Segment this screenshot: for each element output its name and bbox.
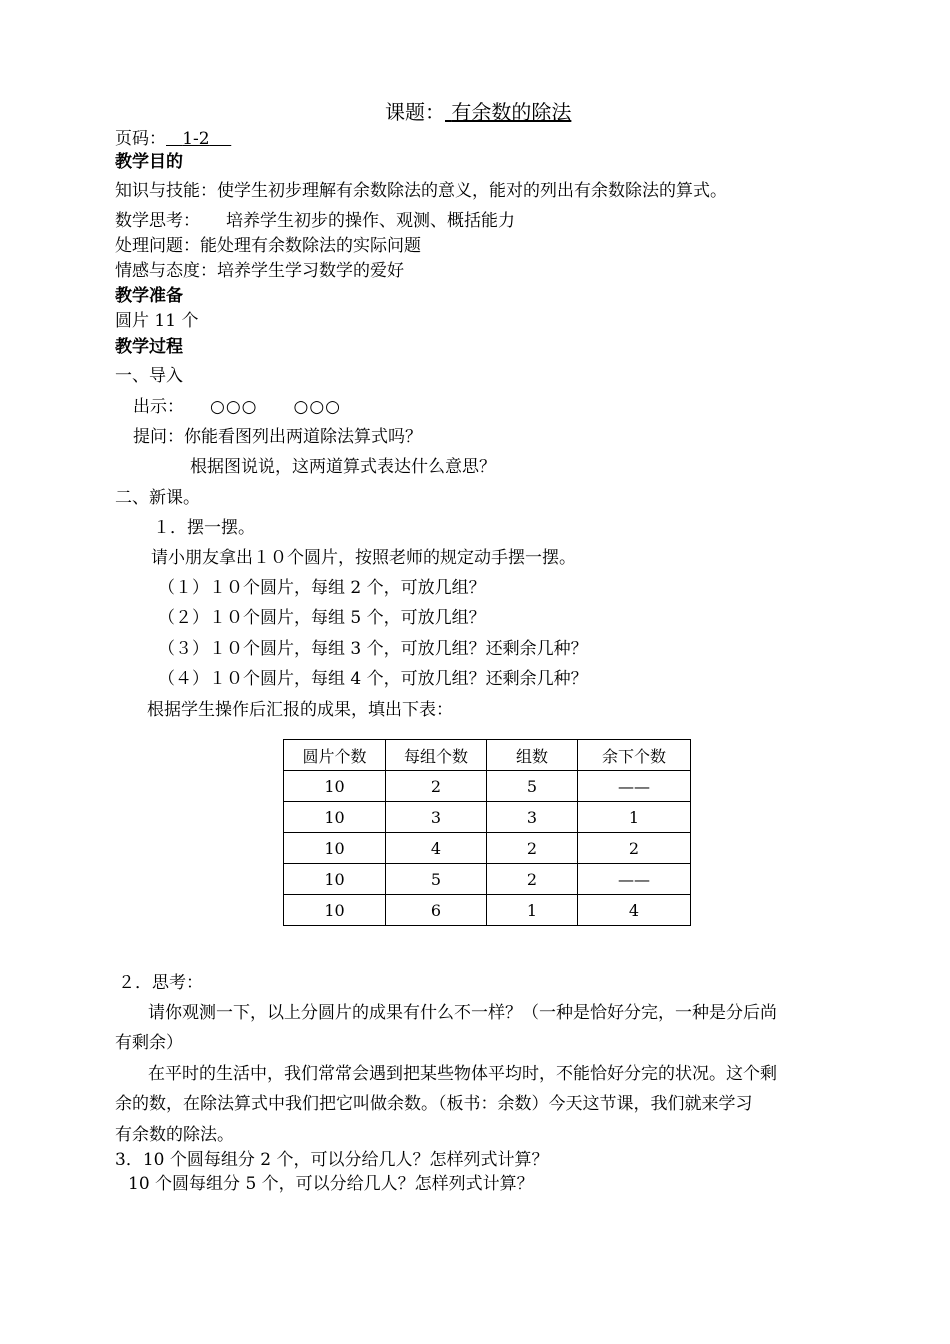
table-header-cell: 余下个数 (578, 740, 691, 771)
page-value: 1-2 (182, 129, 210, 149)
table-header-cell: 组数 (487, 740, 578, 771)
goal-knowledge: 知识与技能：使学生初步理解有余数除法的意义，能对的列出有余数除法的算式。 (115, 181, 727, 201)
title-label: 课题： (385, 100, 445, 124)
prep-item: 圆片 11 个 (115, 311, 199, 331)
table-cell: 4 (578, 895, 691, 926)
lesson-title (385, 99, 571, 125)
table-header-row (284, 740, 691, 771)
goal-thinking (115, 210, 515, 232)
list-item: （２）１０个圆片，每组 5 个，可放几组？ (158, 608, 486, 628)
prep-heading: 教学准备 (115, 286, 183, 306)
life-line-2: 余的数，在除法算式中我们把它叫做余数。（板书：余数）今天这节课，我们就来学习 (115, 1094, 753, 1114)
table-intro: 根据学生操作后汇报的成果，填出下表： (147, 700, 453, 720)
circles-group-a: ○○○ (210, 397, 258, 417)
show-label: 出示： (133, 397, 184, 417)
step3-line-2: 10 个圆每组分 5 个，可以分给几人？怎样列式计算？ (128, 1174, 534, 1194)
step2-heading: ２．思考： (118, 973, 203, 993)
observe-line-2: 有剩余） (115, 1033, 183, 1053)
step3-line-1: 3．10 个圆每组分 2 个，可以分给几人？怎样列式计算？ (115, 1150, 549, 1170)
table-cell: 10 (284, 802, 386, 833)
life-line-1: 在平时的生活中，我们常常会遇到把某些物体平均时，不能恰好分完的状况。这个剩 (148, 1064, 777, 1084)
table-cell: 4 (386, 833, 487, 864)
table-cell: 6 (386, 895, 487, 926)
table-row (284, 833, 691, 864)
table-cell: 10 (284, 833, 386, 864)
intro-question: 提问：你能看图列出两道除法算式吗？ (133, 427, 422, 447)
observe-line-1: 请你观测一下，以上分圆片的成果有什么不一样？（一种是恰好分完，一种是分后尚 (148, 1003, 777, 1023)
table-cell: —— (578, 864, 691, 895)
page-number (115, 128, 231, 150)
intro-followup: 根据图说说，这两道算式表达什么意思？ (190, 457, 496, 477)
goal-thinking-label: 数学思考： (115, 211, 200, 231)
table-header-cell: 圆片个数 (284, 740, 386, 771)
title-text: 有余数的除法 (451, 100, 572, 124)
page-label: 页码： (115, 129, 166, 149)
table-cell: 3 (487, 802, 578, 833)
table-header-cell: 每组个数 (386, 740, 487, 771)
step1-instruction: 请小朋友拿出１０个圆片，按照老师的规定动手摆一摆。 (151, 548, 576, 568)
intro-show (133, 396, 341, 418)
goal-problem: 处理问题：能处理有余数除法的实际问题 (115, 236, 421, 256)
goal-attitude: 情感与态度：培养学生学习数学的爱好 (115, 261, 404, 281)
table-cell: 2 (386, 771, 487, 802)
table-cell: 5 (487, 771, 578, 802)
table-cell: 10 (284, 771, 386, 802)
table-cell: 2 (487, 833, 578, 864)
table-row (284, 895, 691, 926)
table-cell: 10 (284, 895, 386, 926)
life-line-3: 有余数的除法。 (115, 1125, 234, 1145)
goal-thinking-text: 培养学生初步的操作、观测、概括能力 (226, 211, 515, 231)
newlesson-heading: 二、新课。 (115, 488, 200, 508)
table-cell: 5 (386, 864, 487, 895)
intro-heading: 一、导入 (115, 366, 183, 386)
table-cell: 2 (578, 833, 691, 864)
list-item: （４）１０个圆片，每组 4 个，可放几组？还剩余几种？ (158, 669, 588, 689)
circles-group-b: ○○○ (293, 397, 342, 417)
list-item: （１）１０个圆片，每组 2 个，可放几组？ (158, 578, 486, 598)
results-table (283, 739, 691, 926)
table-row (284, 802, 691, 833)
table-cell: 2 (487, 864, 578, 895)
table-cell: 1 (487, 895, 578, 926)
goals-heading: 教学目的 (115, 152, 183, 172)
table-cell: 1 (578, 802, 691, 833)
table-row (284, 771, 691, 802)
step1-heading: １．摆一摆。 (153, 518, 255, 538)
table-row (284, 864, 691, 895)
table-cell: 10 (284, 864, 386, 895)
table-cell: —— (578, 771, 691, 802)
list-item: （３）１０个圆片，每组 3 个，可放几组？还剩余几种？ (158, 639, 588, 659)
process-heading: 教学过程 (115, 337, 183, 357)
table-cell: 3 (386, 802, 487, 833)
